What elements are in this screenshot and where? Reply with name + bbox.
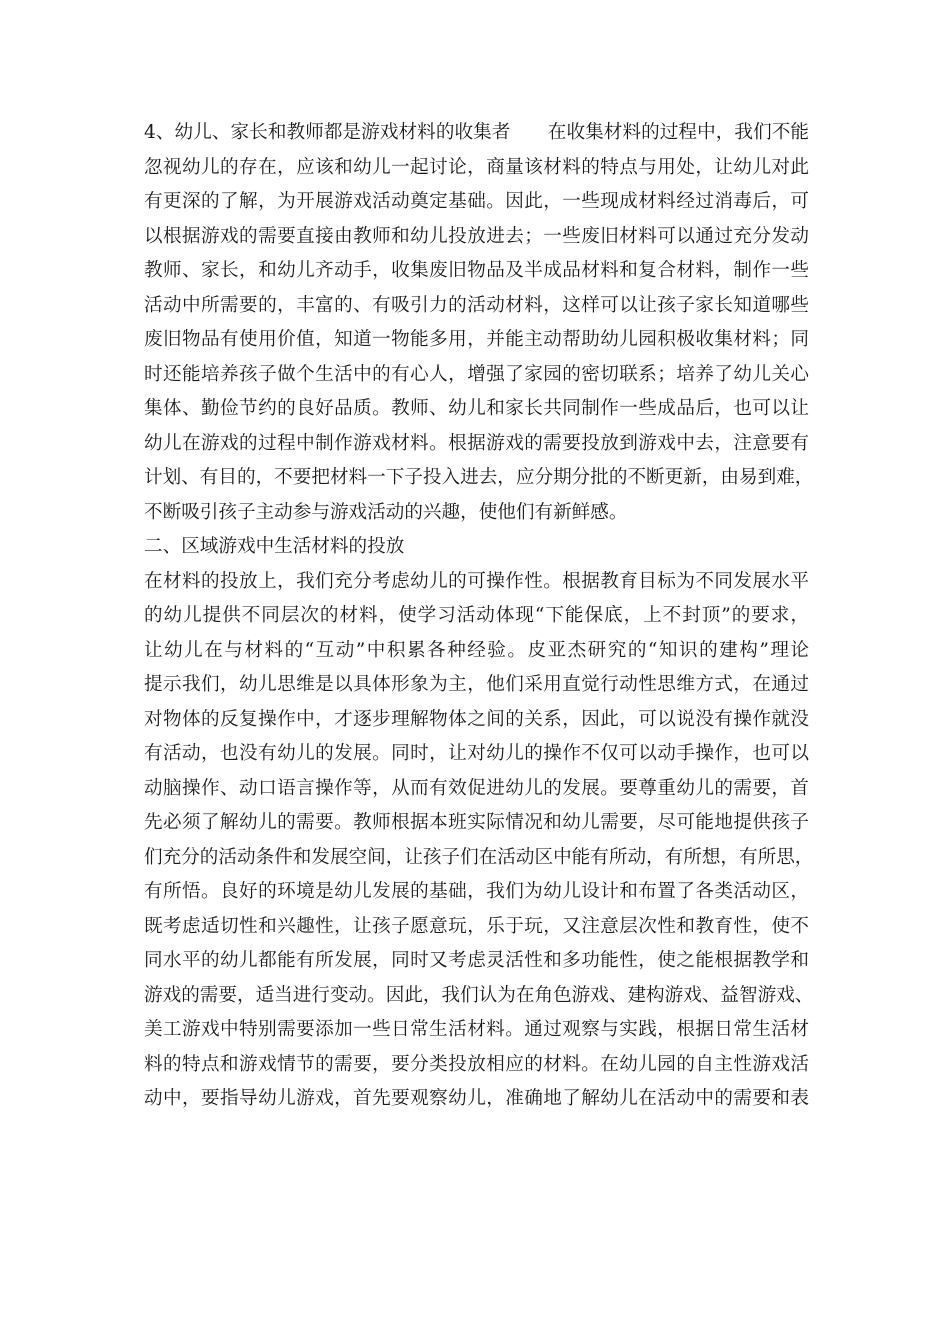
text-line: 教师、家长，和幼儿齐动手，收集废旧物品及半成品材料和复合材料，制作一些 [144,260,809,281]
text-line: 的幼儿提供不同层次的材料，使学习活动体现“下能保底，上不封顶”的要求， [144,605,809,626]
text-line: 对物体的反复操作中，才逐步理解物体之间的关系，因此，可以说没有操作就没 [144,708,809,730]
text-line: 在材料的投放上，我们充分考虑幼儿的可操作性。根据教育目标为不同发展水平 [144,570,809,592]
text-line: 让幼儿在与材料的“互动”中积累各种经验。皮亚杰研究的“知识的建构”理论 [144,639,809,661]
text-line: 4、幼儿、家长和教师都是游戏材料的收集者 在收集材料的过程中，我们不能 [144,122,809,143]
text-line: 有所悟。良好的环境是幼儿发展的基础，我们为幼儿设计和布置了各类活动区， [144,881,809,902]
text-line: 幼儿在游戏的过程中制作游戏材料。根据游戏的需要投放到游戏中去，注意要有 [144,432,809,454]
text-line: 计划、有目的，不要把材料一下子投入进去，应分期分批的不断更新，由易到难， [144,467,814,488]
text-line: 废旧物品有使用价值，知道一物能多用，并能主动帮助幼儿园积极收集材料；同 [144,329,809,350]
text-line: 游戏的需要，适当进行变动。因此，我们认为在角色游戏、建构游戏、益智游戏、 [144,984,814,1006]
text-line: 时还能培养孩子做个生活中的有心人，增强了家园的密切联系；培养了幼儿关心 [144,363,809,385]
text-line: 忽视幼儿的存在，应该和幼儿一起讨论，商量该材料的特点与用处，让幼儿对此 [144,156,809,178]
text-line: 先必须了解幼儿的需要。教师根据本班实际情况和幼儿需要，尽可能地提供孩子 [144,812,809,833]
text-line: 们充分的活动条件和发展空间，让孩子们在活动区中能有所动，有所想，有所思， [144,846,814,868]
section-heading: 二、区域游戏中生活材料的投放 [144,536,405,557]
text-line: 有更深的了解，为开展游戏活动奠定基础。因此，一些现成材料经过消毒后，可 [144,191,809,212]
text-line: 集体、勤俭节约的良好品质。教师、幼儿和家长共同制作一些成品后，也可以让 [144,398,809,419]
paragraph-end-line: 不断吸引孩子主动参与游戏活动的兴趣，使他们有新鲜感。 [144,501,628,523]
text-line: 有活动，也没有幼儿的发展。同时，让对幼儿的操作不仅可以动手操作，也可以 [144,743,809,764]
text-line: 活动中所需要的，丰富的、有吸引力的活动材料，这样可以让孩子家长知道哪些 [144,294,809,316]
text-line: 美工游戏中特别需要添加一些日常生活材料。通过观察与实践，根据日常生活材 [144,1019,809,1040]
text-line: 同水平的幼儿都能有所发展，同时又考虑灵活性和多功能性，使之能根据教学和 [144,950,809,971]
text-line: 提示我们，幼儿思维是以具体形象为主，他们采用直觉行动性思维方式，在通过 [144,674,809,695]
text-line: 以根据游戏的需要直接由教师和幼儿投放进去；一些废旧材料可以通过充分发动 [144,225,809,247]
text-line: 动中，要指导幼儿游戏，首先要观察幼儿，准确地了解幼儿在活动中的需要和表 [144,1088,809,1109]
text-line: 既考虑适切性和兴趣性，让孩子愿意玩，乐于玩，又注意层次性和教育性，使不 [144,915,809,937]
text-line: 动脑操作、动口语言操作等，从而有效促进幼儿的发展。要尊重幼儿的需要，首 [144,777,809,799]
document-body [144,116,814,1117]
text-line: 料的特点和游戏情节的需要，要分类投放相应的材料。在幼儿园的自主性游戏活 [144,1053,809,1075]
